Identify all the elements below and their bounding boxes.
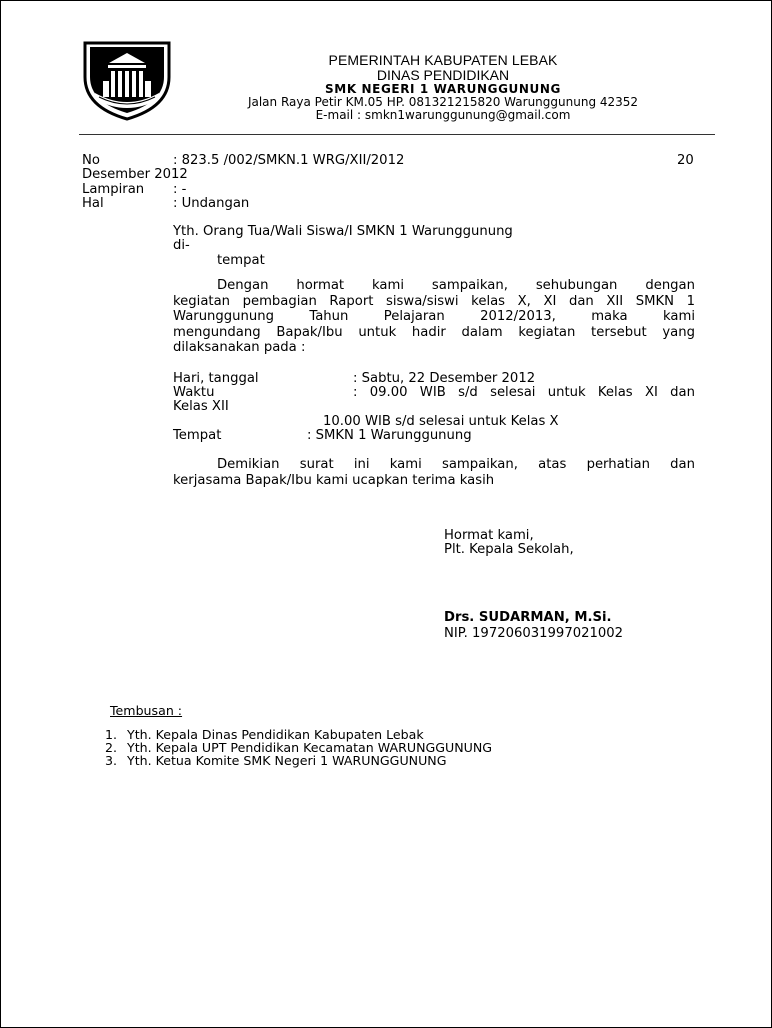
recipient-di: di-: [173, 238, 190, 253]
tembusan-number: 3.: [105, 753, 118, 768]
header-divider: [79, 134, 715, 135]
hari-value: : Sabtu, 22 Desember 2012: [353, 371, 536, 386]
paragraph-line: Warunggunung Tahun Pelajaran 2012/2013, maka kami: [173, 309, 695, 324]
paragraph-line: dilaksanakan pada :: [173, 340, 306, 355]
no-label: No: [82, 153, 100, 168]
tembusan-title: Tembusan :: [110, 703, 183, 718]
paragraph-line: Dengan hormat kami sampaikan, sehubungan dengan: [217, 278, 695, 293]
signature-nip: NIP. 197206031997021002: [444, 626, 624, 641]
paragraph-line: kerjasama Bapak/Ibu kami ucapkan terima kasih: [173, 472, 495, 488]
signature-name: Drs. SUDARMAN, M.Si.: [444, 610, 612, 625]
waktu-value-block: [353, 385, 695, 401]
waktu-second-session: 10.00 WIB s/d selesai untuk Kelas X: [323, 414, 559, 429]
no-value: : 823.5 /002/SMKN.1 WRG/XII/2012: [173, 153, 405, 168]
tembusan-item: Yth. Ketua Komite SMK Negeri 1 WARUNGGUNUNG: [127, 753, 447, 768]
header-address: Jalan Raya Petir KM.05 HP. 081321215820 Warunggunung 42352: [247, 95, 639, 109]
hal-label: Hal: [82, 196, 104, 211]
body-paragraph-1: [173, 278, 695, 356]
tembusan-item: Yth. Kepala UPT Pendidikan Kecamatan WARUNGGUNUNG: [127, 740, 493, 755]
tembusan-item: Yth. Kepala Dinas Pendidikan Kabupaten Lebak: [127, 727, 424, 742]
recipient-line: Yth. Orang Tua/Wali Siswa/I SMKN 1 Warunggunung: [173, 224, 513, 239]
paragraph-line: Demikian surat ini kami sampaikan, atas perhatian dan: [217, 457, 695, 472]
school-emblem-logo: [81, 37, 173, 121]
letter-date-day: 20: [677, 153, 694, 168]
waktu-value: : 09.00 WIB s/d selesai untuk Kelas XI dan: [353, 385, 695, 400]
signature-closing: Hormat kami,: [444, 528, 534, 543]
body-paragraph-2: [173, 457, 695, 488]
hal-value: : Undangan: [173, 196, 250, 211]
letter-date-month-year: Desember 2012: [82, 167, 188, 182]
signature-position: Plt. Kepala Sekolah,: [444, 542, 574, 557]
header-school-name: SMK NEGERI 1 WARUNGGUNUNG: [325, 82, 561, 96]
tempat-value: : SMKN 1 Warunggunung: [307, 428, 472, 443]
tembusan-number: 1.: [105, 727, 118, 742]
waktu-label: Waktu: [173, 385, 215, 400]
waktu-value-continued: Kelas XII: [173, 399, 229, 414]
lampiran-value: : -: [173, 182, 187, 197]
tempat-label: Tempat: [173, 428, 222, 443]
header-department: DINAS PENDIDIKAN: [376, 67, 510, 83]
paragraph-line: kegiatan pembagian Raport siswa/siswi kelas X, XI dan XII SMKN 1: [173, 293, 695, 309]
recipient-tempat: tempat: [217, 253, 265, 268]
hari-label: Hari, tanggal: [173, 371, 259, 386]
tembusan-number: 2.: [105, 740, 118, 755]
lampiran-label: Lampiran: [82, 182, 145, 197]
header-government: PEMERINTAH KABUPATEN LEBAK: [328, 52, 558, 68]
paragraph-line: mengundang Bapak/Ibu untuk hadir dalam kegiatan tersebut yang: [173, 324, 695, 340]
header-email: E-mail : smkn1warunggunung@gmail.com: [315, 108, 571, 122]
